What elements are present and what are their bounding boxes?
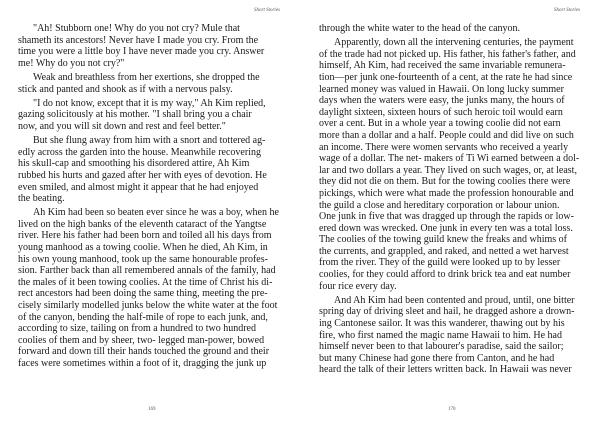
text-line: Weak and breathless from her exertions, she dropped the	[33, 71, 260, 83]
text-line: Ah Kim had been so beaten ever since he was a boy, when he	[33, 207, 279, 219]
text-line: The coolies of the towing guild knew the freaks and whims of	[319, 234, 567, 246]
text-line: even smiled, and almost might it appear that he had enjoyed	[18, 181, 259, 193]
text-line: me! Why do you not cry?"	[18, 57, 125, 69]
text-line: more than a dollar and a half. People could and did live on such	[319, 129, 574, 141]
page-text	[319, 23, 583, 379]
text-line: Apparently, down all the intervening centuries, the payment	[334, 37, 574, 49]
text-line: forward and down till their hands touched the ground and their	[18, 346, 270, 358]
paragraph	[18, 98, 282, 133]
text-line: his skull-cap and smoothing his disordered attire, Ah Kim	[18, 158, 250, 170]
text-line: four rice every day.	[319, 280, 397, 292]
text-line: coolies of them and by sheer, two- legged man-power, bowed	[18, 334, 265, 346]
text-line: time you were a little boy I have never made you cry. Answer	[18, 46, 265, 58]
text-line: ing Cantonese sailor. It was this wanderer, thawing out by his	[319, 318, 565, 330]
text-line: gazing solicitously at his mother. "I shall bring you a chair	[18, 109, 252, 121]
text-line: faces were sometimes within a foot of it, dragging the junk up	[18, 358, 267, 369]
text-line: daylight sixteen, sixteen hours of such heroic toil would earn	[319, 106, 563, 118]
text-line: from the river. They of the guild were looked up to by lesser	[319, 257, 561, 269]
text-line: over a cent. But in a whole year a towing coolie did not earn	[319, 118, 561, 130]
paragraph	[319, 295, 583, 376]
text-line: spring day of driving sleet and hail, he dragged ashore a drown-	[319, 306, 575, 318]
text-line: rect ancestors had been doing the same thing, meeting the pre-	[18, 288, 268, 300]
text-line: of the trade had not picked up. His father, his father's father, and	[319, 48, 576, 60]
text-line: ered down was wrecked. One junk in every ten was a total loss.	[319, 222, 573, 234]
text-line: river. Here his father had been born and toiled all his days from	[18, 230, 272, 242]
text-line: tion—per junk one-fourteenth of a cent, at the rate he had since	[319, 71, 573, 83]
text-line: the currents, and grappled, and raked, and netted a wet harvest	[319, 245, 569, 257]
text-line: "Ah! Stubborn one! Why do you not cry? Mule that	[33, 23, 240, 34]
text-line: And Ah Kim had been contented and proud, until, one bitter	[334, 294, 575, 306]
text-line: rubbed his hurts and gazed after her with eyes of devotion. He	[18, 169, 267, 181]
text-line: "I do not know, except that it is my way," Ah Kim replied,	[33, 97, 266, 109]
text-line: learned money was valued in Hawaii. On long lucky summer	[319, 83, 564, 95]
page-text	[18, 23, 282, 372]
text-line: fire, who first named the magic name Hawaii to him. He had	[319, 329, 562, 341]
paragraph	[18, 72, 282, 95]
text-line: wage of a dollar. The net- makers of Ti Wi earned between a dol-	[319, 153, 580, 165]
text-line: but many Chinese had gone there from Canton, and he had	[319, 352, 555, 364]
text-line: heard the talk of their letters written back. In Hawaii was never	[319, 364, 572, 376]
text-line: pickings, which were what made the profession honourable and	[319, 187, 574, 199]
text-line: days when the waters were easy, the junks many, the hours of	[319, 95, 565, 107]
text-line: himself, Ah Kim, had received the same invariable remunera-	[319, 60, 566, 72]
running-head: Short Stories	[254, 8, 280, 13]
paragraph	[18, 135, 282, 205]
text-line: the guild a close and hereditary corporation or labour union.	[319, 199, 560, 211]
paragraph	[319, 23, 583, 35]
text-line: an income. There were women servants who received a yearly	[319, 141, 569, 153]
text-line: shameth its ancestors! Never have I made you cry. From the	[18, 34, 259, 46]
text-line: young manhood as a towing coolie. When he died, Ah Kim, in	[18, 242, 268, 254]
text-line: according to size, tailing on from a hundred to two hundred	[18, 323, 256, 335]
text-line: edly across the garden into the house. Meanwhile recovering	[18, 146, 261, 158]
text-line: they did not die on them. But for the towing coolies there were	[319, 176, 571, 188]
text-line: sion. Farther back than all remembered annals of the family, had	[18, 265, 276, 277]
text-line: stick and panted and shook as if with a nervous palsy.	[18, 83, 233, 95]
text-line: But she flung away from him with a snort and tottered ag-	[33, 135, 266, 147]
text-line: the males of it been towing coolies. At the time of Christ his di-	[18, 276, 273, 288]
text-line: coolies, for they could afford to drink brick tea and eat number	[319, 269, 571, 281]
text-line: of the canyon, bending the half-mile of rope to each junk, and,	[18, 311, 268, 323]
text-line: his own young manhood, took up the same honourable profes-	[18, 253, 268, 265]
text-line: the beating.	[18, 193, 65, 205]
paragraph	[319, 37, 583, 292]
text-line: lar and two dollars a year. They lived on such wages, or, at least,	[319, 164, 577, 176]
text-line: One junk in five that was dragged up through the rapids or low-	[319, 211, 574, 223]
text-line: now, and you will sit down and rest and feel better."	[18, 120, 226, 132]
text-line: through the white water to the head of the canyon.	[319, 23, 521, 34]
text-line: himself never been to that labourer's paradise, said the sailor;	[319, 341, 564, 353]
page-number: 170	[448, 407, 456, 412]
page-number: 169	[148, 407, 156, 412]
paragraph	[18, 207, 282, 369]
right-page	[300, 0, 600, 424]
text-line: cisely similarly modelled junks below the white water at the foot	[18, 300, 278, 312]
text-line: lived on the high banks of the eleventh cataract of the Yangtse	[18, 218, 267, 230]
running-head: Short Stories	[554, 8, 580, 13]
paragraph	[18, 23, 282, 69]
